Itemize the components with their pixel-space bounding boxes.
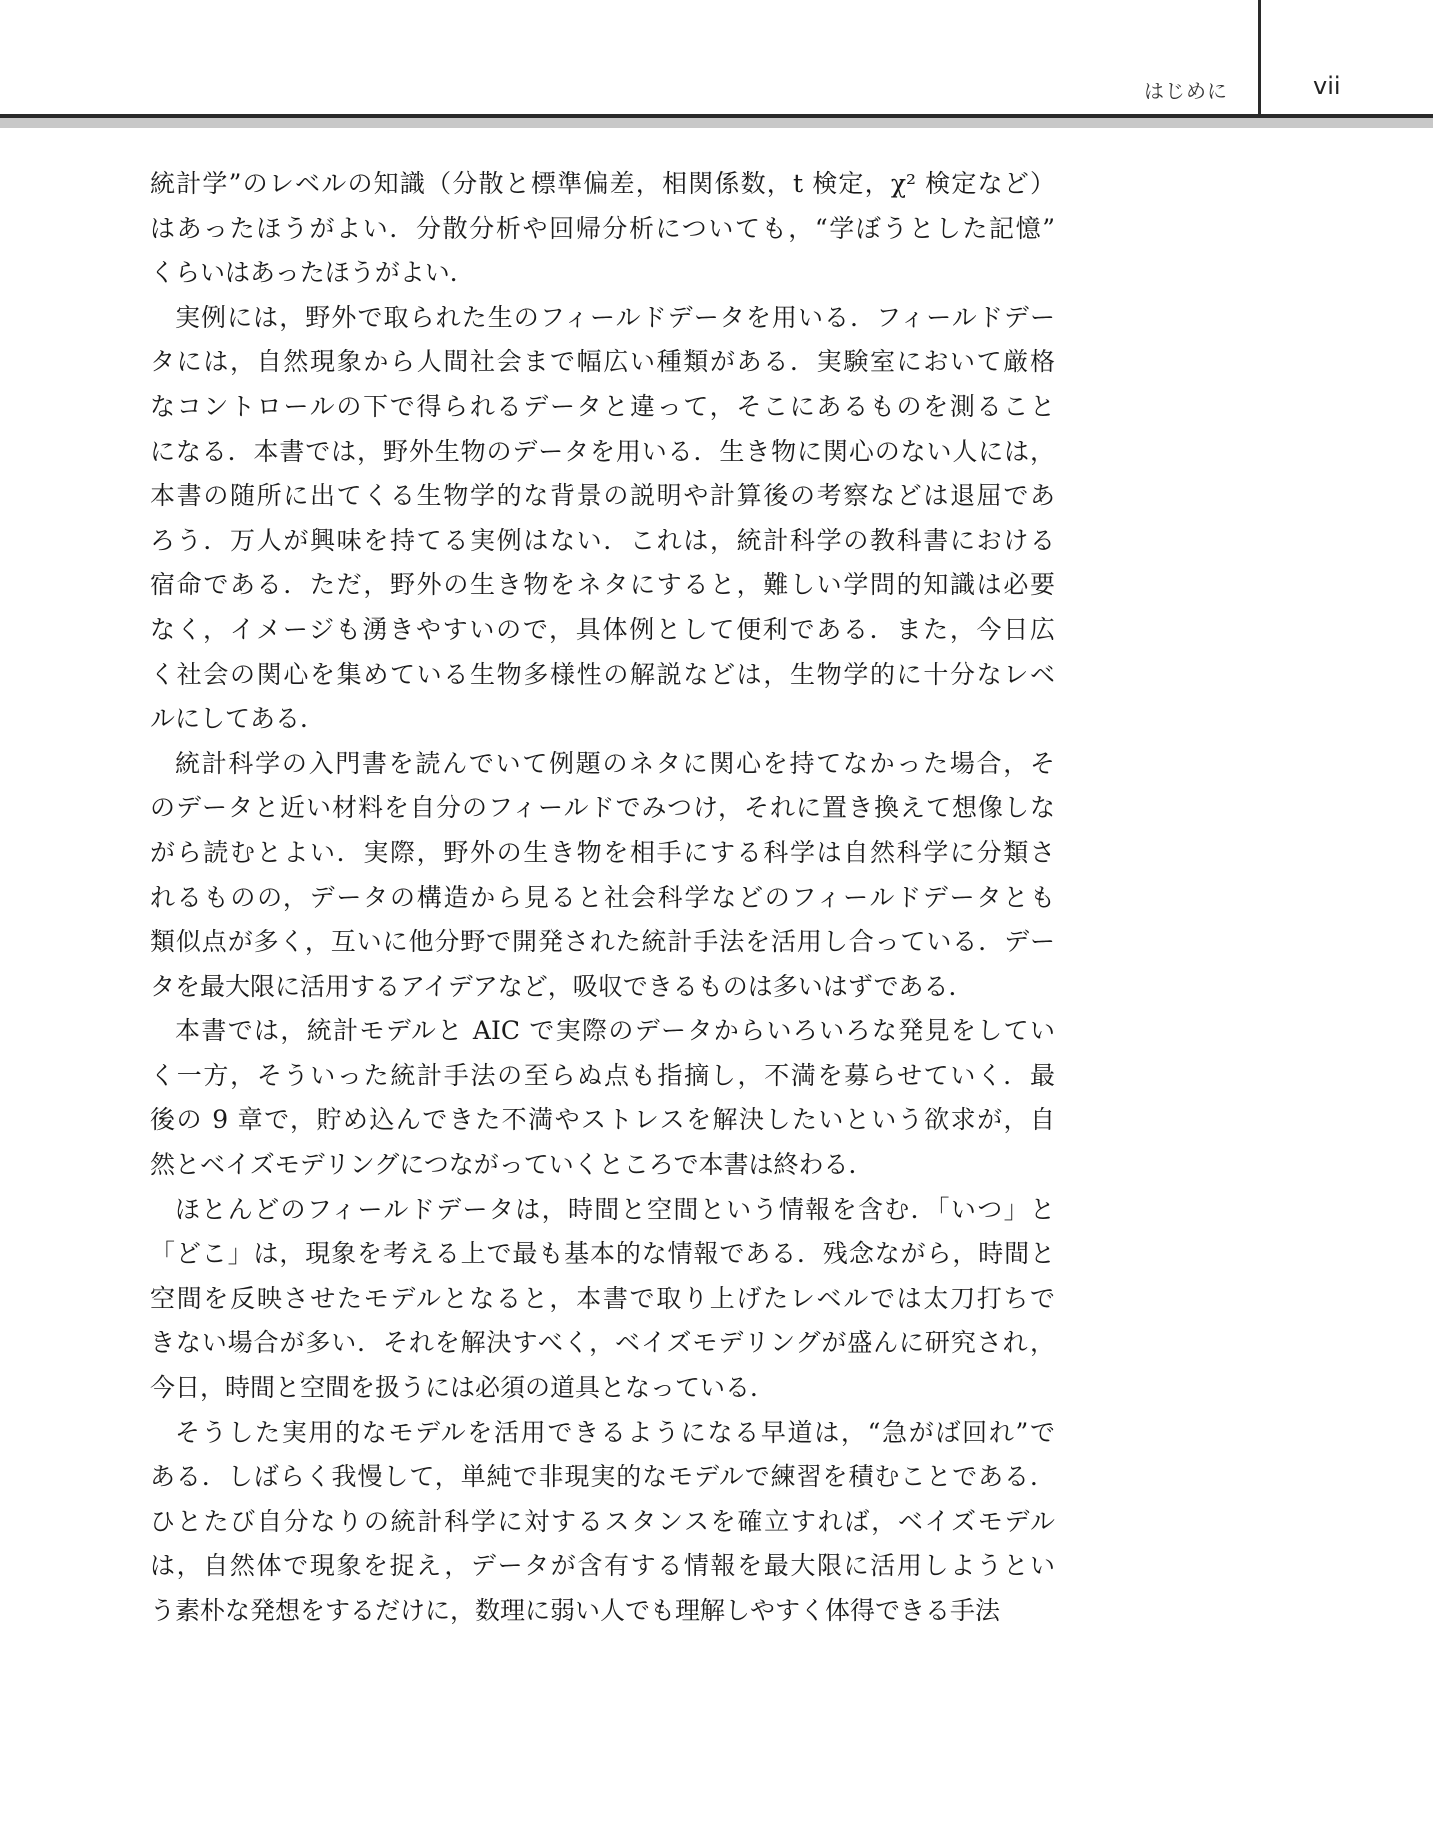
paragraph [150,1411,1055,1634]
page-header [0,0,1433,130]
text-line: は，自然体で現象を捉え，データが含有する情報を最大限に活用しようとい [150,1551,1055,1581]
header-shade-band [0,118,1433,128]
text-line: 本書の随所に出てくる生物学的な背景の説明や計算後の考察などは退屈であ [150,481,1055,511]
text-line: 類似点が多く，互いに他分野で開発された統計手法を活用し合っている．デー [150,927,1055,957]
text-line: く一方，そういった統計手法の至らぬ点も指摘し，不満を募らせていく．最 [150,1060,1055,1090]
paragraph [150,1009,1055,1187]
text-line: れるものの，データの構造から見ると社会科学などのフィールドデータとも [150,882,1055,912]
text-line: ひとたび自分なりの統計科学に対するスタンスを確立すれば，ベイズモデル [150,1506,1055,1536]
text-line: 実例には，野外で取られた生のフィールドデータを用いる．フィールドデー [175,302,1055,332]
text-line: 今日，時間と空間を扱うには必須の道具となっている． [150,1373,776,1403]
text-line: 宿命である．ただ，野外の生き物をネタにすると，難しい学問的知識は必要 [150,570,1055,600]
text-line: はあったほうがよい．分散分析や回帰分析についても，“学ぼうとした記憶” [150,213,1055,243]
paragraph [150,296,1055,742]
text-line: 本書では，統計モデルと AIC で実際のデータからいろいろな発見をしてい [175,1016,1055,1046]
text-line: タには，自然現象から人間社会まで幅広い種類がある．実験室において厳格 [150,347,1055,377]
page-number: vii [1313,72,1341,100]
paragraph [150,742,1055,1010]
text-line: くらいはあったほうがよい． [150,258,475,288]
paragraph [150,162,1055,296]
text-line: がら読むとよい．実際，野外の生き物を相手にする科学は自然科学に分類さ [150,837,1055,867]
text-line: ろう．万人が興味を持てる実例はない．これは，統計科学の教科書における [150,525,1055,555]
text-line: 後の 9 章で，貯め込んできた不満やストレスを解決したいという欲求が，自 [150,1105,1055,1135]
text-line: 統計科学の入門書を読んでいて例題のネタに関心を持てなかった場合，そ [175,748,1055,778]
paragraph [150,1188,1055,1411]
text-line: なコントロールの下で得られるデータと違って，そこにあるものを測ること [150,391,1055,421]
text-line: 然とベイズモデリングにつながっていくところで本書は終わる． [150,1150,874,1180]
running-head: はじめに [1144,79,1228,103]
text-line: う素朴な発想をするだけに，数理に弱い人でも理解しやすく体得できる手法 [150,1596,1001,1625]
text-line: タを最大限に活用するアイデアなど，吸収できるものは多いはずである． [150,971,974,1001]
text-line: ルにしてある． [150,704,326,734]
text-line: そうした実用的なモデルを活用できるようになる早道は，“急がば回れ”で [175,1417,1055,1447]
text-line: く社会の関心を集めている生物多様性の解説などは，生物学的に十分なレベ [150,659,1055,689]
header-vertical-rule [1258,0,1261,116]
body-text [150,162,1055,1634]
text-line: 空間を反映させたモデルとなると，本書で取り上げたレベルでは太刀打ちで [150,1283,1055,1313]
text-line: ほとんどのフィールドデータは，時間と空間という情報を含む．「いつ」と [175,1194,1055,1224]
text-line: のデータと近い材料を自分のフィールドでみつけ，それに置き換えて想像しな [150,793,1055,823]
text-line: 「どこ」は，現象を考える上で最も基本的な情報である．残念ながら，時間と [150,1239,1055,1269]
text-line: になる．本書では，野外生物のデータを用いる．生き物に関心のない人には， [150,436,1055,466]
text-line: なく，イメージも湧きやすいので，具体例として便利である．また，今日広 [150,614,1055,644]
text-line: きない場合が多い．それを解決すべく，ベイズモデリングが盛んに研究され， [150,1328,1055,1358]
text-line: 統計学”のレベルの知識（分散と標準偏差，相関係数，t 検定，χ² 検定など） [150,169,1055,198]
text-line: ある．しばらく我慢して，単純で非現実的なモデルで練習を積むことである． [150,1462,1055,1492]
